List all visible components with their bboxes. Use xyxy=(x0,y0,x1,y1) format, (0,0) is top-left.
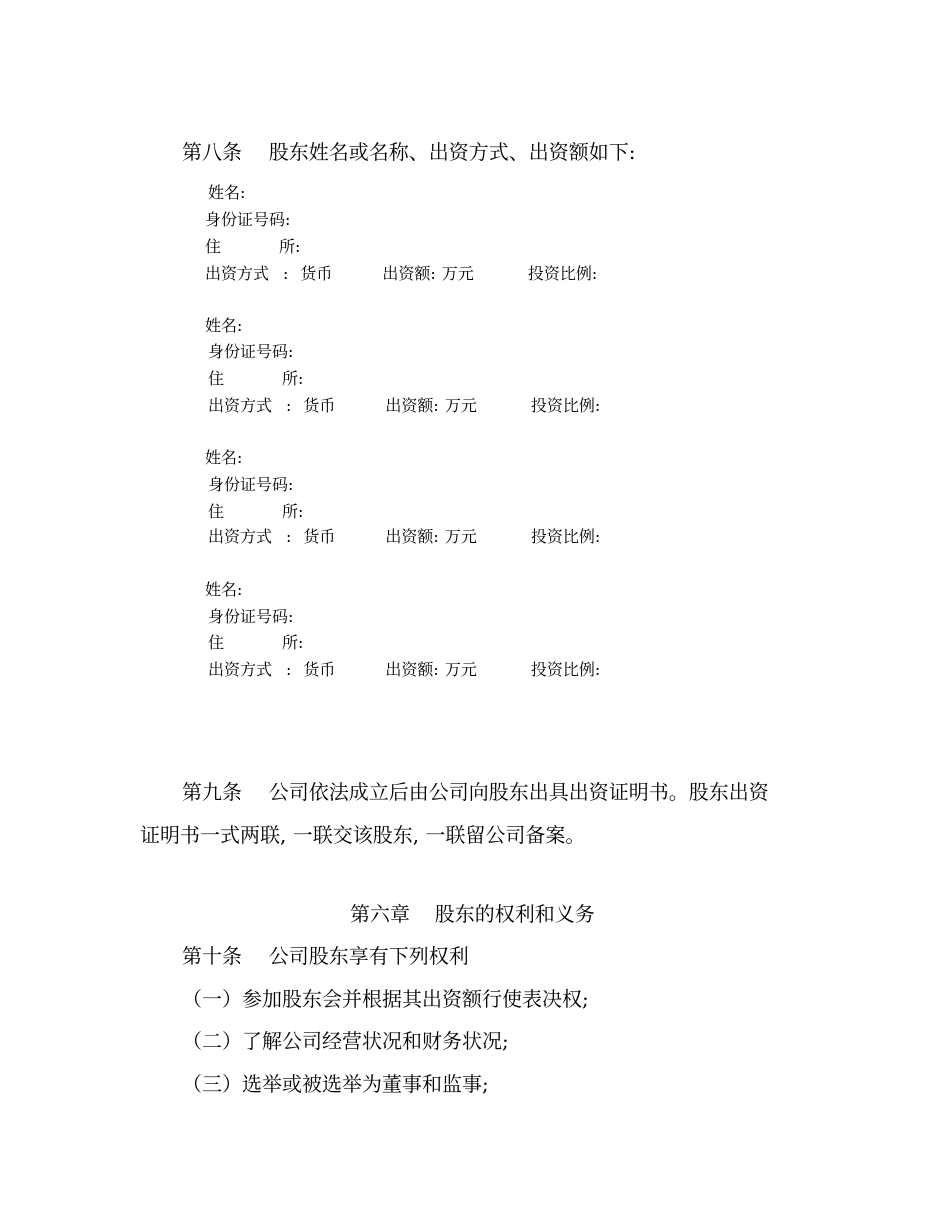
article-9-text-1: 公司依法成立后由公司向股东出具出资证明书。股东出资 xyxy=(268,780,769,804)
ratio-label: 投资比例: xyxy=(527,264,598,283)
amount-label: 出资额: xyxy=(385,527,439,546)
method-label: 出资方式 xyxy=(208,527,273,546)
shareholder-address-label: 住 所: xyxy=(208,633,304,652)
shareholder-capital-row: 出资方式 : 货币 出资额: 万元 投资比例: xyxy=(208,660,601,679)
shareholder-name-label: 姓名: xyxy=(205,580,243,599)
article-10-heading: 第十条 xyxy=(182,944,242,968)
list-item: （二）了解公司经营状况和财务状况; xyxy=(182,1029,509,1053)
amount-value: 万元 xyxy=(444,527,477,546)
method-value: 货币 xyxy=(300,264,333,283)
shareholder-id-label: 身份证号码: xyxy=(208,475,294,494)
shareholder-address-label: 住 所: xyxy=(208,502,304,521)
shareholder-capital-row: 出资方式 : 货币 出资额: 万元 投资比例: xyxy=(208,527,601,546)
article-10-text: 公司股东享有下列权利 xyxy=(268,944,469,968)
shareholder-address-label: 住 所: xyxy=(208,369,304,388)
article-9-line-2: 证明书一式两联, 一联交该股东, 一联留公司备案。 xyxy=(140,823,586,847)
article-8-heading: 第八条 xyxy=(182,140,242,164)
chapter-title: 股东的权利和义务 xyxy=(434,902,595,926)
ratio-label: 投资比例: xyxy=(530,527,601,546)
amount-value: 万元 xyxy=(444,396,477,415)
chapter-number: 第六章 xyxy=(350,902,410,926)
article-8-line xyxy=(182,140,635,164)
amount-value: 万元 xyxy=(444,660,477,679)
method-value: 货币 xyxy=(303,396,336,415)
article-10-line xyxy=(182,944,469,968)
shareholder-address-label: 住 所: xyxy=(205,237,301,256)
list-item: （三）选举或被选举为董事和监事; xyxy=(182,1072,489,1096)
shareholder-capital-row: 出资方式 : 货币 出资额: 万元 投资比例: xyxy=(208,396,601,415)
amount-label: 出资额: xyxy=(385,660,439,679)
chapter-6-heading xyxy=(350,902,595,926)
amount-label: 出资额: xyxy=(382,264,436,283)
amount-value: 万元 xyxy=(441,264,474,283)
amount-label: 出资额: xyxy=(385,396,439,415)
method-label: 出资方式 xyxy=(208,396,273,415)
shareholder-name-label: 姓名: xyxy=(208,183,246,202)
list-item: （一）参加股东会并根据其出资额行使表决权; xyxy=(182,987,589,1011)
article-8-text: 股东姓名或名称、出资方式、出资额如下: xyxy=(268,140,636,164)
ratio-label: 投资比例: xyxy=(530,396,601,415)
shareholder-name-label: 姓名: xyxy=(205,316,243,335)
method-value: 货币 xyxy=(303,527,336,546)
shareholder-id-label: 身份证号码: xyxy=(208,607,294,626)
shareholder-capital-row: 出资方式 : 货币 出资额: 万元 投资比例: xyxy=(205,264,598,283)
ratio-label: 投资比例: xyxy=(530,660,601,679)
shareholder-id-label: 身份证号码: xyxy=(208,342,294,361)
method-label: 出资方式 xyxy=(205,264,270,283)
method-value: 货币 xyxy=(303,660,336,679)
shareholder-name-label: 姓名: xyxy=(205,448,243,467)
article-9-line-1 xyxy=(182,780,769,804)
shareholder-id-label: 身份证号码: xyxy=(205,210,291,229)
article-9-heading: 第九条 xyxy=(182,780,242,804)
method-label: 出资方式 xyxy=(208,660,273,679)
